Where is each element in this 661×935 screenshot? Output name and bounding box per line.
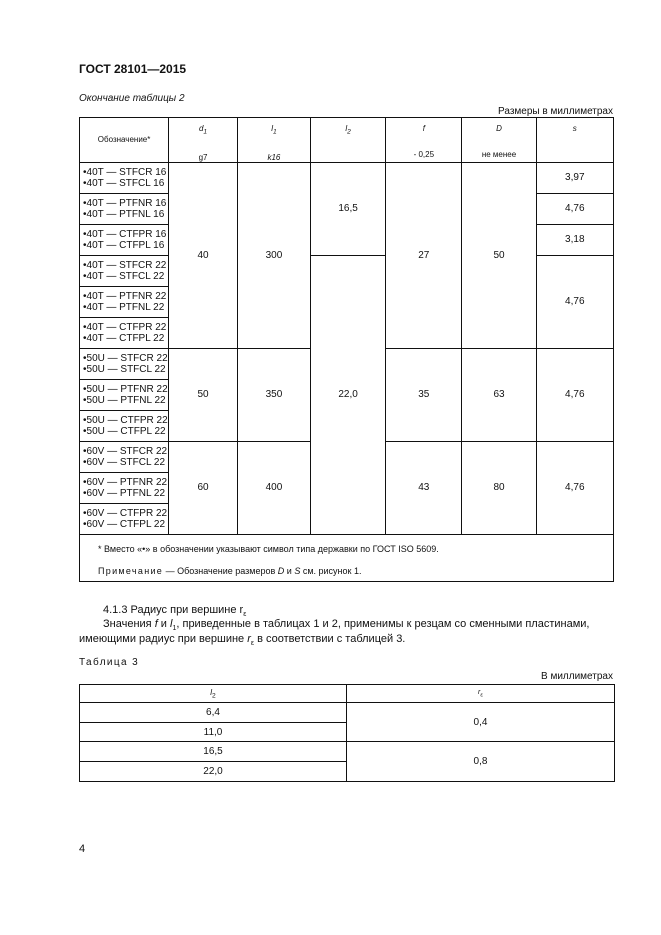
designation-cell: •60V — CTFPR 22 •60V — CTFPL 22 [80, 503, 169, 534]
r-value: 0,4 [347, 703, 615, 742]
header-r: $r_\varepsilon$ [347, 685, 615, 703]
footnote: * Вместо «•» в обозначении указывают символ типа державки по ГОСТ ISO 5609. [98, 543, 439, 554]
l2-value: 6,4 [80, 703, 347, 723]
d1-60: 60 [169, 441, 238, 534]
table2-note: Примечание — Обозначение размеров D и S см. рисунок 1. [98, 565, 362, 576]
header-l2: $l_2$ [80, 685, 347, 703]
designation-cell: •40T — CTFPR 16 •40T — CTFPL 16 [80, 224, 169, 255]
table2-footer-row [80, 534, 614, 581]
designation-cell: •40T — CTFPR 22 •40T — CTFPL 22 [80, 317, 169, 348]
header-d1: $d_1$ g7 [169, 118, 238, 163]
designation-cell: •50U — CTFPR 22 •50U — CTFPL 22 [80, 410, 169, 441]
D-60: 80 [462, 441, 536, 534]
s-60: 4,76 [536, 441, 613, 534]
header-D: D не менее [462, 118, 536, 163]
l1-40: 300 [237, 162, 310, 348]
table-2 [79, 117, 614, 582]
table-3 [79, 684, 615, 782]
table-row [80, 703, 615, 723]
designation-cell: •60V — PTFNR 22 •60V — PTFNL 22 [80, 472, 169, 503]
s-1: 3,97 [536, 162, 613, 193]
table3-units: В миллиметрах [541, 671, 613, 682]
designation-cell: •50U — PTFNR 22 •50U — PTFNL 22 [80, 379, 169, 410]
header-f: f - 0,25 [386, 118, 462, 163]
section-paragraph: Значения f и $l_1$, приведенные в таблицах 1 и 2, применимы к резцам со сменными пластинами, [103, 618, 590, 633]
f-60: 43 [386, 441, 462, 534]
D-50: 63 [462, 348, 536, 441]
header-l1: $l_1$ k16 [237, 118, 310, 163]
f-40: 27 [386, 162, 462, 348]
d1-40: 40 [169, 162, 238, 348]
designation-cell: •40T — PTFNR 16 •40T — PTFNL 16 [80, 193, 169, 224]
l1-60: 400 [237, 441, 310, 534]
header-s: s [536, 118, 613, 163]
table3-header-row [80, 685, 615, 703]
D-40: 50 [462, 162, 536, 348]
table3-title: Таблица 3 [79, 657, 140, 668]
r-value: 0,8 [347, 742, 615, 782]
table-row [80, 742, 615, 762]
l1-50: 350 [237, 348, 310, 441]
page-number: 4 [79, 843, 86, 855]
header-designation: Обозначение* [80, 118, 169, 163]
designation-cell: •40T — STFCR 16 •40T — STFCL 16 [80, 162, 169, 193]
s-50: 4,76 [536, 348, 613, 441]
l2-16: 16,5 [310, 162, 385, 255]
l2-22: 22,0 [310, 255, 385, 534]
l2-value: 16,5 [80, 742, 347, 762]
section-paragraph-cont: имеющими радиус при вершине $r_\varepsilon$ в соответствии с таблицей 3. [79, 633, 406, 648]
table-continuation-caption: Окончание таблицы 2 [79, 93, 185, 104]
designation-cell: •50U — STFCR 22 •50U — STFCL 22 [80, 348, 169, 379]
s-2: 4,76 [536, 193, 613, 224]
designation-cell: •40T — STFCR 22 •40T — STFCL 22 [80, 255, 169, 286]
designation-cell: •40T — PTFNR 22 •40T — PTFNL 22 [80, 286, 169, 317]
l2-value: 11,0 [80, 723, 347, 742]
d1-50: 50 [169, 348, 238, 441]
table2-header-row [80, 118, 614, 163]
table2-units: Размеры в миллиметрах [498, 106, 613, 117]
standard-header: ГОСТ 28101—2015 [79, 62, 187, 76]
l2-value: 22,0 [80, 762, 347, 782]
s-3: 3,18 [536, 224, 613, 255]
table2-footnotes [80, 534, 614, 581]
header-l2: $l_2$ [310, 118, 385, 163]
table-row [80, 162, 614, 193]
f-50: 35 [386, 348, 462, 441]
s-4: 4,76 [536, 255, 613, 348]
section-heading: 4.1.3 Радиус при вершине $r_\varepsilon$ [103, 604, 247, 619]
designation-cell: •60V — STFCR 22 •60V — STFCL 22 [80, 441, 169, 472]
